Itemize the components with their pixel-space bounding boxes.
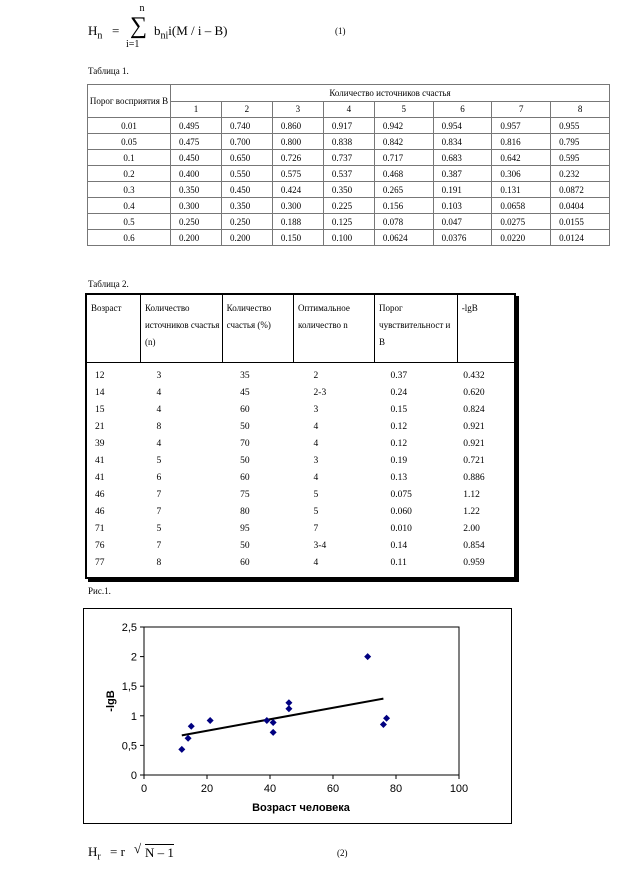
- table-1-value-cell: 0.495: [171, 118, 222, 134]
- table-2-cell: 7: [156, 540, 162, 551]
- table-1-value-cell: 0.475: [171, 134, 222, 150]
- table-1-column-header: 1: [171, 101, 222, 118]
- table-1-value-cell: 0.834: [433, 134, 492, 150]
- table-1-value-cell: 0.250: [171, 214, 222, 230]
- table-2-cell: 0.15: [390, 404, 408, 415]
- table-2-caption: Таблица 2.: [88, 279, 129, 289]
- table-2-cell: 0.854: [463, 540, 485, 551]
- table-2-cell: 0.824: [463, 404, 485, 415]
- table-2-cell: 5: [313, 506, 319, 517]
- table-2-cell: 0.060: [390, 506, 412, 517]
- y-axis-label: -lgB: [105, 690, 117, 712]
- table-1: [87, 84, 610, 246]
- table-2-column-header: -lgB: [457, 295, 514, 363]
- table-1-value-cell: 0.125: [323, 214, 374, 230]
- table-2-row: [87, 503, 514, 520]
- table-1-value-cell: 0.942: [374, 118, 433, 134]
- formula-1-term-sub: ni: [160, 30, 169, 42]
- table-1-column-header: 3: [272, 101, 323, 118]
- table-1-value-cell: 0.954: [433, 118, 492, 134]
- data-point: [188, 723, 195, 730]
- table-1-column-header: 8: [551, 101, 610, 118]
- table-1-value-cell: 0.300: [272, 198, 323, 214]
- data-point: [364, 653, 371, 660]
- table-2-column-header: Возраст: [87, 295, 140, 363]
- table-2-cell: 7: [156, 489, 162, 500]
- table-2-cell: 4: [156, 438, 162, 449]
- data-point: [383, 715, 390, 722]
- table-1-value-cell: 0.842: [374, 134, 433, 150]
- table-1-value-cell: 0.860: [272, 118, 323, 134]
- table-2-cell: 46: [95, 489, 105, 500]
- table-2-cell: 1.22: [463, 506, 480, 517]
- table-2-cell: 0.886: [463, 472, 485, 483]
- formula-1-lhs: H: [88, 23, 98, 38]
- table-2-cell: 41: [95, 455, 105, 466]
- table-1-value-cell: 0.450: [221, 182, 272, 198]
- table-1-value-cell: 0.424: [272, 182, 323, 198]
- table-2-cell: 8: [156, 421, 162, 432]
- table-2-cell: 76: [95, 540, 105, 551]
- table-2-row: [87, 435, 514, 452]
- table-1-threshold-header: Порог восприятия B: [88, 85, 171, 118]
- table-1-value-cell: 0.726: [272, 150, 323, 166]
- table-1-row: [88, 166, 610, 182]
- table-2-row: [87, 469, 514, 486]
- table-2-cell: 60: [240, 557, 250, 568]
- table-2-cell: 5: [313, 489, 319, 500]
- table-1-group-header: Количество источников счастья: [171, 85, 610, 102]
- table-1-value-cell: 0.350: [221, 198, 272, 214]
- table-2-cell: 2-3: [313, 387, 327, 398]
- formula-1-sum-bottom: i=1: [126, 39, 140, 50]
- sum-symbol: ∑: [130, 13, 148, 39]
- table-2-row: [87, 452, 514, 469]
- table-2-cell: 21: [95, 421, 105, 432]
- table-1-value-cell: 0.957: [492, 118, 551, 134]
- table-1-value-cell: 0.300: [171, 198, 222, 214]
- table-1-value-cell: 0.955: [551, 118, 610, 134]
- table-1-column-header: 4: [323, 101, 374, 118]
- table-2-column-header: Оптимальное количество n: [294, 295, 375, 363]
- table-2-column-header: Количество источников счастья (n): [140, 295, 222, 363]
- table-1-value-cell: 0.816: [492, 134, 551, 150]
- data-point: [285, 699, 292, 706]
- table-2-cell: 41: [95, 472, 105, 483]
- table-2-row: [87, 520, 514, 537]
- table-1-value-cell: 0.0404: [551, 198, 610, 214]
- table-2-cell: 4: [156, 387, 162, 398]
- table-1-column-header: 2: [221, 101, 272, 118]
- table-2-cell: 80: [240, 506, 250, 517]
- table-1-value-cell: 0.683: [433, 150, 492, 166]
- table-1-value-cell: 0.450: [171, 150, 222, 166]
- table-2-cell: 0.432: [463, 370, 485, 381]
- table-2-cell: 2.00: [463, 523, 480, 534]
- table-2-cell: 77: [95, 557, 105, 568]
- formula-1: $H_n$ = n ∑ i=1 $b_{ni}i(M$ / i – B): [88, 3, 228, 50]
- table-1-row: [88, 214, 610, 230]
- table-2-cell: 75: [240, 489, 250, 500]
- table-1-value-cell: 0.0275: [492, 214, 551, 230]
- table-1-value-cell: 0.400: [171, 166, 222, 182]
- table-2: [85, 293, 516, 579]
- y-tick-label: 0: [130, 770, 137, 782]
- table-2-cell: 5: [156, 455, 162, 466]
- table-1-threshold-cell: 0.05: [88, 134, 171, 150]
- data-point: [178, 746, 185, 753]
- table-1-threshold-cell: 0.3: [88, 182, 171, 198]
- table-1-value-cell: 0.200: [171, 230, 222, 246]
- table-1-value-cell: 0.737: [323, 150, 374, 166]
- table-1-threshold-cell: 0.2: [88, 166, 171, 182]
- table-1-value-cell: 0.078: [374, 214, 433, 230]
- table-2-cell: 39: [95, 438, 105, 449]
- formula-1-number: (1): [335, 26, 346, 36]
- table-2-cell: 1.12: [463, 489, 480, 500]
- formula-2-eq: = r: [110, 844, 125, 859]
- table-2-cell: 0.14: [390, 540, 408, 551]
- table-1-row: [88, 134, 610, 150]
- table-2-column-header: Количество счастья (%): [222, 295, 293, 363]
- table-1-value-cell: 0.150: [272, 230, 323, 246]
- table-2-row: [87, 554, 514, 571]
- table-2-cell: 4: [313, 421, 319, 432]
- table-1-value-cell: 0.232: [551, 166, 610, 182]
- table-2-cell: 0.010: [390, 523, 412, 534]
- formula-1-sum-top: n: [139, 3, 145, 14]
- table-2-cell: 0.12: [390, 421, 408, 432]
- table-1-value-cell: 0.188: [272, 214, 323, 230]
- table-2-cell: 0.959: [463, 557, 485, 568]
- table-2-cell: 4: [313, 438, 319, 449]
- table-1-threshold-cell: 0.4: [88, 198, 171, 214]
- table-1-value-cell: 0.595: [551, 150, 610, 166]
- table-1-value-cell: 0.0220: [492, 230, 551, 246]
- formula-2-number: (2): [337, 848, 348, 858]
- table-1-threshold-cell: 0.6: [88, 230, 171, 246]
- table-1-value-cell: 0.200: [221, 230, 272, 246]
- table-2-cell: 3: [313, 455, 319, 466]
- table-1-value-cell: 0.191: [433, 182, 492, 198]
- table-2-header-row: [87, 295, 514, 363]
- table-2-cell: 0.921: [463, 438, 485, 449]
- formula-1-tail: i(M / i – B): [168, 23, 228, 38]
- scatter-chart: [84, 609, 511, 823]
- y-tick-label: 2: [130, 651, 137, 664]
- data-point: [263, 717, 270, 724]
- plot-area: [144, 627, 459, 775]
- y-tick-label: 0,5: [121, 740, 137, 753]
- x-tick-label: 100: [449, 783, 469, 795]
- table-1-value-cell: 0.0124: [551, 230, 610, 246]
- table-2-cell: 4: [313, 557, 319, 568]
- table-2-cell: 60: [240, 472, 250, 483]
- table-2-cell: 0.24: [390, 387, 408, 398]
- table-1-value-cell: 0.225: [323, 198, 374, 214]
- table-1-value-cell: 0.156: [374, 198, 433, 214]
- x-tick-label: 60: [326, 783, 340, 795]
- data-point: [207, 717, 214, 724]
- table-2-cell: 0.11: [390, 557, 407, 568]
- formula-1-term: b: [154, 23, 161, 38]
- table-1-value-cell: 0.250: [221, 214, 272, 230]
- formula-1-lhs-sub: n: [97, 30, 103, 42]
- table-1-value-cell: 0.350: [171, 182, 222, 198]
- table-2-cell: 46: [95, 506, 105, 517]
- table-2-cell: 4: [313, 472, 319, 483]
- table-1-value-cell: 0.550: [221, 166, 272, 182]
- table-1-row: [88, 150, 610, 166]
- table-1-column-header: 6: [433, 101, 492, 118]
- table-1-row: [88, 182, 610, 198]
- table-2-cell: 0.075: [390, 489, 412, 500]
- x-tick-label: 80: [389, 783, 403, 795]
- table-2-row: [87, 418, 514, 435]
- y-tick-label: 1,5: [121, 681, 137, 694]
- table-1-threshold-cell: 0.5: [88, 214, 171, 230]
- table-1-value-cell: 0.795: [551, 134, 610, 150]
- table-2-cell: 12: [95, 370, 105, 381]
- table-1-value-cell: 0.642: [492, 150, 551, 166]
- table-2-cell: 45: [240, 387, 250, 398]
- table-2-cell: 3: [156, 370, 162, 381]
- table-1-threshold-cell: 0.1: [88, 150, 171, 166]
- table-1-value-cell: 0.0155: [551, 214, 610, 230]
- table-1-column-header: 7: [492, 101, 551, 118]
- table-2-cell: 7: [156, 506, 162, 517]
- table-2-cell: 0.921: [463, 421, 485, 432]
- table-2-cell: 2: [313, 370, 319, 381]
- table-1-value-cell: 0.306: [492, 166, 551, 182]
- x-tick-label: 40: [263, 783, 277, 795]
- trend-line: [182, 699, 384, 736]
- table-1-threshold-cell: 0.01: [88, 118, 171, 134]
- table-2-cell: 50: [240, 540, 250, 551]
- table-2-row: [87, 486, 514, 503]
- table-1-value-cell: 0.0872: [551, 182, 610, 198]
- chart-frame: [83, 608, 512, 824]
- table-1-row: [88, 198, 610, 214]
- table-2-cell: 4: [156, 404, 162, 415]
- formula-2-lhs-sub: r: [97, 851, 101, 863]
- y-tick-label: 2,5: [121, 622, 137, 634]
- table-2-row: [87, 384, 514, 401]
- x-axis-label: Возраст человека: [252, 802, 350, 814]
- table-2-cell: 8: [156, 557, 162, 568]
- table-1-value-cell: 0.917: [323, 118, 374, 134]
- table-2-row: [87, 401, 514, 418]
- table-1-value-cell: 0.800: [272, 134, 323, 150]
- table-1-value-cell: 0.0658: [492, 198, 551, 214]
- formula-2: [88, 838, 238, 862]
- table-2-cell: 50: [240, 455, 250, 466]
- table-2-cell: 0.721: [463, 455, 485, 466]
- table-2-cell: 15: [95, 404, 105, 415]
- data-point: [185, 735, 192, 742]
- table-1-value-cell: 0.131: [492, 182, 551, 198]
- table-1-value-cell: 0.700: [221, 134, 272, 150]
- data-point: [380, 721, 387, 728]
- table-2-cell: 71: [95, 523, 105, 534]
- table-1-value-cell: 0.537: [323, 166, 374, 182]
- table-2-cell: 3: [313, 404, 319, 415]
- table-1-value-cell: 0.650: [221, 150, 272, 166]
- table-1-value-cell: 0.103: [433, 198, 492, 214]
- table-2-cell: 14: [95, 387, 105, 398]
- table-1-value-cell: 0.100: [323, 230, 374, 246]
- table-2-cell: 0.19: [390, 455, 408, 466]
- formula-2-lhs: H: [88, 844, 98, 859]
- table-2-cell: 0.12: [390, 438, 408, 449]
- sqrt-symbol: √: [134, 841, 142, 856]
- table-1-value-cell: 0.838: [323, 134, 374, 150]
- table-1-value-cell: 0.575: [272, 166, 323, 182]
- table-2-cell: 7: [313, 523, 319, 534]
- y-tick-label: 1: [130, 710, 137, 723]
- table-1-value-cell: 0.740: [221, 118, 272, 134]
- table-2-cell: 0.13: [390, 472, 408, 483]
- table-2-row: [87, 537, 514, 554]
- table-1-column-header: 5: [374, 101, 433, 118]
- table-1-value-cell: 0.047: [433, 214, 492, 230]
- table-1-value-cell: 0.0624: [374, 230, 433, 246]
- figure-caption: Рис.1.: [88, 586, 111, 596]
- table-2-row: [87, 363, 514, 385]
- table-2-cell: 95: [240, 523, 250, 534]
- table-1-value-cell: 0.350: [323, 182, 374, 198]
- table-2-column-header: Порог чувствительност и B: [375, 295, 458, 363]
- x-tick-label: 20: [200, 783, 214, 795]
- table-2-cell: 70: [240, 438, 250, 449]
- table-2-cell: 60: [240, 404, 250, 415]
- table-2-cell: 35: [240, 370, 250, 381]
- table-2-cell: 0.620: [463, 387, 485, 398]
- table-2-cell: 0.37: [390, 370, 408, 381]
- table-1-value-cell: 0.387: [433, 166, 492, 182]
- table-2-cell: 6: [156, 472, 162, 483]
- table-2-cell: 5: [156, 523, 162, 534]
- table-2-cell: 3-4: [313, 540, 327, 551]
- table-2-cell: 50: [240, 421, 250, 432]
- table-1-value-cell: 0.717: [374, 150, 433, 166]
- table-1-value-cell: 0.0376: [433, 230, 492, 246]
- data-point: [270, 729, 277, 736]
- table-1-value-cell: 0.468: [374, 166, 433, 182]
- table-1-caption: Таблица 1.: [88, 66, 129, 76]
- table-1-row: [88, 118, 610, 134]
- formula-2-radicand: N – 1: [145, 845, 174, 860]
- x-tick-label: 0: [140, 783, 148, 795]
- table-1-row: [88, 230, 610, 246]
- table-1-value-cell: 0.265: [374, 182, 433, 198]
